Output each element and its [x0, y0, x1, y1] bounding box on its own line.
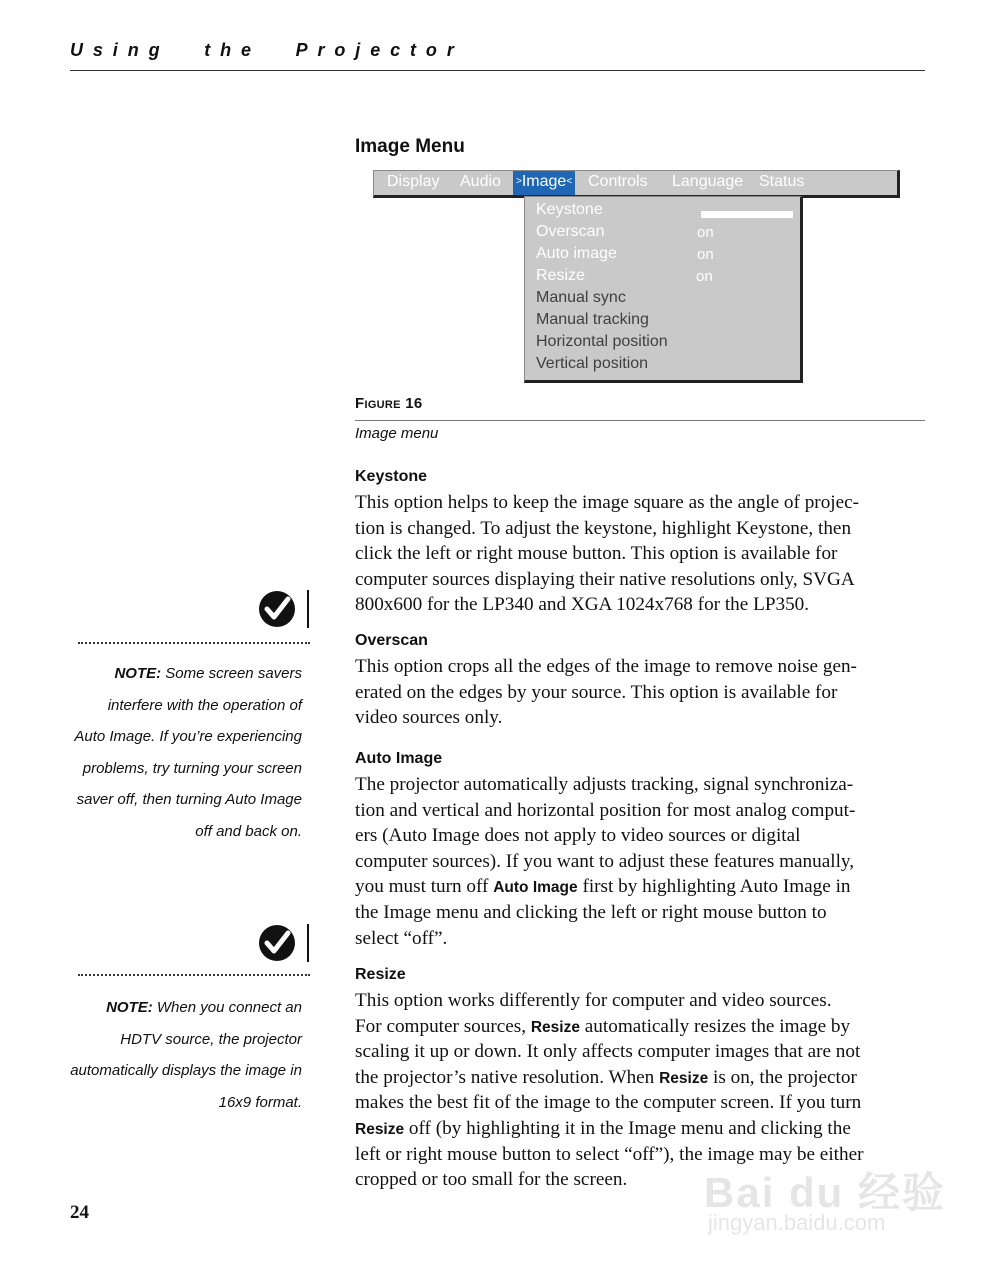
- note-divider: [78, 642, 310, 644]
- text-line: This option crops all the edges of the image to remove noise gen-: [355, 656, 857, 677]
- text-line: click the left or right mouse button. This option is available for: [355, 543, 838, 565]
- baidu-watermark-logo: [700, 1160, 947, 1240]
- auto-image-value: on: [697, 246, 714, 263]
- header-rule: [70, 70, 925, 71]
- tab-status[interactable]: Status: [759, 173, 805, 190]
- figure-rule: [355, 420, 925, 421]
- menu-item-vertical-position[interactable]: Vertical position: [536, 355, 649, 372]
- menu-item-auto-image[interactable]: Auto image: [536, 245, 617, 262]
- text-line: 800x600 for the LP340 and XGA 1024x768 for the LP350.: [355, 594, 810, 616]
- text-run: For computer sources,: [355, 1015, 531, 1037]
- resize-value: on: [696, 268, 713, 285]
- note-line: automatically displays the image in: [70, 1062, 302, 1079]
- figure-label: Figure 16: [355, 395, 423, 412]
- menu-item-manual-sync[interactable]: Manual sync: [536, 289, 626, 306]
- note-checkmark-icon: [258, 924, 296, 962]
- text-line: video sources only.: [355, 707, 503, 729]
- text-line: cropped or too small for the screen.: [355, 1169, 628, 1191]
- note-icon-bar: [307, 590, 309, 628]
- text-line: The projector automatically adjusts tracking, signal synchroniza-: [355, 774, 854, 795]
- tab-audio[interactable]: Audio: [460, 173, 501, 190]
- sidebar-note: [60, 992, 302, 1118]
- overscan-value: on: [697, 224, 714, 241]
- text-run: first by highlighting Auto Image in: [577, 876, 851, 898]
- menu-item-keystone[interactable]: Keystone: [536, 201, 603, 218]
- tab-language[interactable]: Language: [672, 173, 744, 190]
- text-line: [355, 874, 925, 900]
- text-line: select “off”.: [355, 927, 448, 949]
- osd-menu-bar: [373, 170, 900, 198]
- tab-image[interactable]: [513, 171, 575, 195]
- text-line: ers (Auto Image does not apply to video sources or digital: [355, 825, 801, 847]
- watermark-url: jingyan.baidu.com: [708, 1210, 886, 1235]
- section-heading: Image Menu: [355, 136, 465, 157]
- text-line: tion and vertical and horizontal position for most analog comput-: [355, 799, 856, 821]
- note-line: [60, 992, 302, 1024]
- note-label: NOTE:: [114, 665, 162, 682]
- inline-term: Resize: [355, 1120, 405, 1138]
- menu-item-horizontal-position[interactable]: Horizontal position: [536, 333, 668, 350]
- text-line: computer sources). If you want to adjust these features manually,: [355, 850, 855, 872]
- text-run: off (by highlighting it in the Image menu and clicking the: [404, 1117, 851, 1139]
- overscan-paragraph: [355, 654, 925, 731]
- note-line: HDTV source, the projector: [120, 1030, 302, 1048]
- active-marker-right: <: [566, 176, 573, 187]
- figure-caption: Image menu: [355, 425, 439, 442]
- text-run: automatically resizes the image by: [579, 1015, 851, 1037]
- note-checkmark-icon: [258, 590, 296, 628]
- auto-image-heading: Auto Image: [355, 750, 443, 767]
- keystone-heading: Keystone: [355, 468, 428, 485]
- note-line: [60, 658, 302, 690]
- text-line: erated on the edges by your source. This option is available for: [355, 681, 838, 703]
- text-line: the Image menu and clicking the left or right mouse button to: [355, 901, 827, 923]
- note-line: off and back on.: [195, 822, 302, 840]
- text-line: [355, 1014, 925, 1040]
- inline-term: Auto Image: [493, 879, 578, 897]
- note-divider: [78, 974, 310, 976]
- image-menu-dropdown: [524, 196, 803, 383]
- note-icon-bar: [307, 924, 309, 962]
- text-run: is on, the projector: [708, 1066, 857, 1088]
- text-line: This option helps to keep the image square as the angle of projec-: [355, 492, 860, 513]
- text-run: you must turn off: [355, 876, 494, 898]
- text-line: left or right mouse button to select “off”), the image may be either: [355, 1143, 864, 1165]
- overscan-heading: Overscan: [355, 632, 428, 649]
- auto-image-paragraph: [355, 772, 925, 951]
- note-line: Auto Image. If you’re experiencing: [74, 728, 302, 745]
- watermark-logo-text: Bai du 经验: [704, 1169, 947, 1216]
- tab-controls[interactable]: Controls: [588, 173, 648, 190]
- text-line: tion is changed. To adjust the keystone, highlight Keystone, then: [355, 517, 852, 539]
- tab-image-label: Image: [521, 173, 567, 191]
- running-header: Using the Projector: [70, 40, 464, 60]
- text-line: scaling it up or down. It only affects computer images that are not: [355, 1041, 861, 1063]
- text-run: When you connect an: [152, 999, 302, 1016]
- tab-display[interactable]: Display: [387, 173, 440, 190]
- resize-heading: Resize: [355, 966, 406, 983]
- text-run: Some screen savers: [161, 665, 302, 682]
- inline-term: Resize: [659, 1069, 709, 1087]
- inline-term: Resize: [530, 1018, 580, 1036]
- menu-item-overscan[interactable]: Overscan: [536, 223, 605, 240]
- text-line: makes the best fit of the image to the computer screen. If you turn: [355, 1092, 862, 1114]
- menu-item-manual-tracking[interactable]: Manual tracking: [536, 311, 649, 328]
- keystone-slider[interactable]: [701, 211, 793, 218]
- active-marker-left: >: [516, 176, 522, 187]
- note-label: NOTE:: [106, 999, 153, 1016]
- note-line: problems, try turning your screen: [82, 759, 302, 777]
- note-line: interfere with the operation of: [107, 696, 302, 714]
- note-line: saver off, then turning Auto Image: [76, 791, 302, 808]
- page-number: 24: [70, 1202, 89, 1223]
- text-line: computer sources displaying their native resolutions only, SVGA: [355, 568, 855, 590]
- keystone-paragraph: [355, 490, 925, 618]
- text-line: This option works differently for computer and video sources.: [355, 990, 832, 1011]
- text-line: [355, 1116, 925, 1142]
- sidebar-note: [60, 658, 302, 847]
- menu-item-resize[interactable]: Resize: [536, 267, 585, 284]
- note-line: 16x9 format.: [218, 1093, 302, 1111]
- text-line: [355, 1065, 925, 1091]
- text-run: the projector’s native resolution. When: [355, 1066, 660, 1088]
